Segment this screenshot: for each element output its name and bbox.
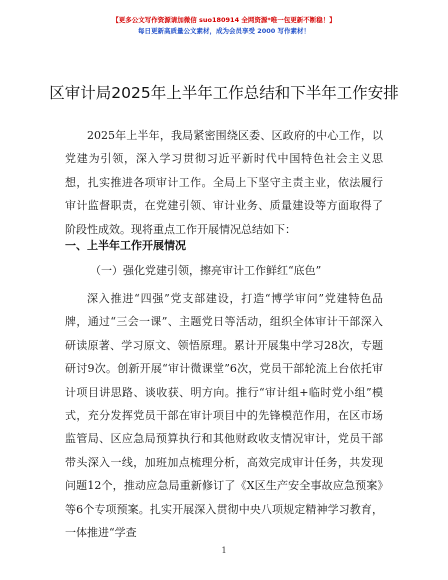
document-title: 区审计局2025年上半年工作总结和下半年工作安排 [49,84,399,102]
page-number: 1 [221,546,227,555]
promo-banner-line-2: 每日更新高质量公文素材，成为会员享受 2000 写作素材！ [137,27,311,35]
body-paragraph: 深入推进“四强”党支部建设，打造“博学审问”党建特色品牌，通过“三会一课”、主题党日等活动，组织全体审计干部深入研读原著、学习原文、领悟原理。累计开展集中学习28次，专题研讨9次。创新开展“审计微课堂”6次，党员干部轮流上台依托审计项目讲思路、谈收获、明方向。推行“审计组+临时党小组”模式，充分发挥党员干部在审计项目中的先锋模范作用，在区市场监管局、区应急局预算执行和其他财政收支情况审计，党员干部带头深入一线，加班加点梳理分析，高效完成审计任务，共发现问题12个，推动应急局重新修订了《X区生产安全事故应急预案》等6个专项预案。扎实开展深入贯彻中央八项规定精神学习教育，一体推进“学查 [65,292,383,540]
intro-paragraph: 2025年上半年，我局紧密围绕区委、区政府的中心工作，以党建为引领，深入学习贯彻习近平新时代中国特色社会主义思想，扎实推进各项审计工作。全局上下坚守主责主业，依法履行审计监督职责，在党建引领、审计业务、质量建设等方面取得了阶段性成效。现将重点工作开展情况总结如下： [65,129,383,236]
subsection-heading: （一）强化党建引领，擦亮审计工作鲜红“底色” [90,264,322,277]
promo-banner-line-1: 【更多公文写作资源请加微信 suo180914 全网资源*唯一包更新不断稳！】 [112,16,336,24]
section-heading: 一、上半年工作开展情况 [65,239,186,252]
